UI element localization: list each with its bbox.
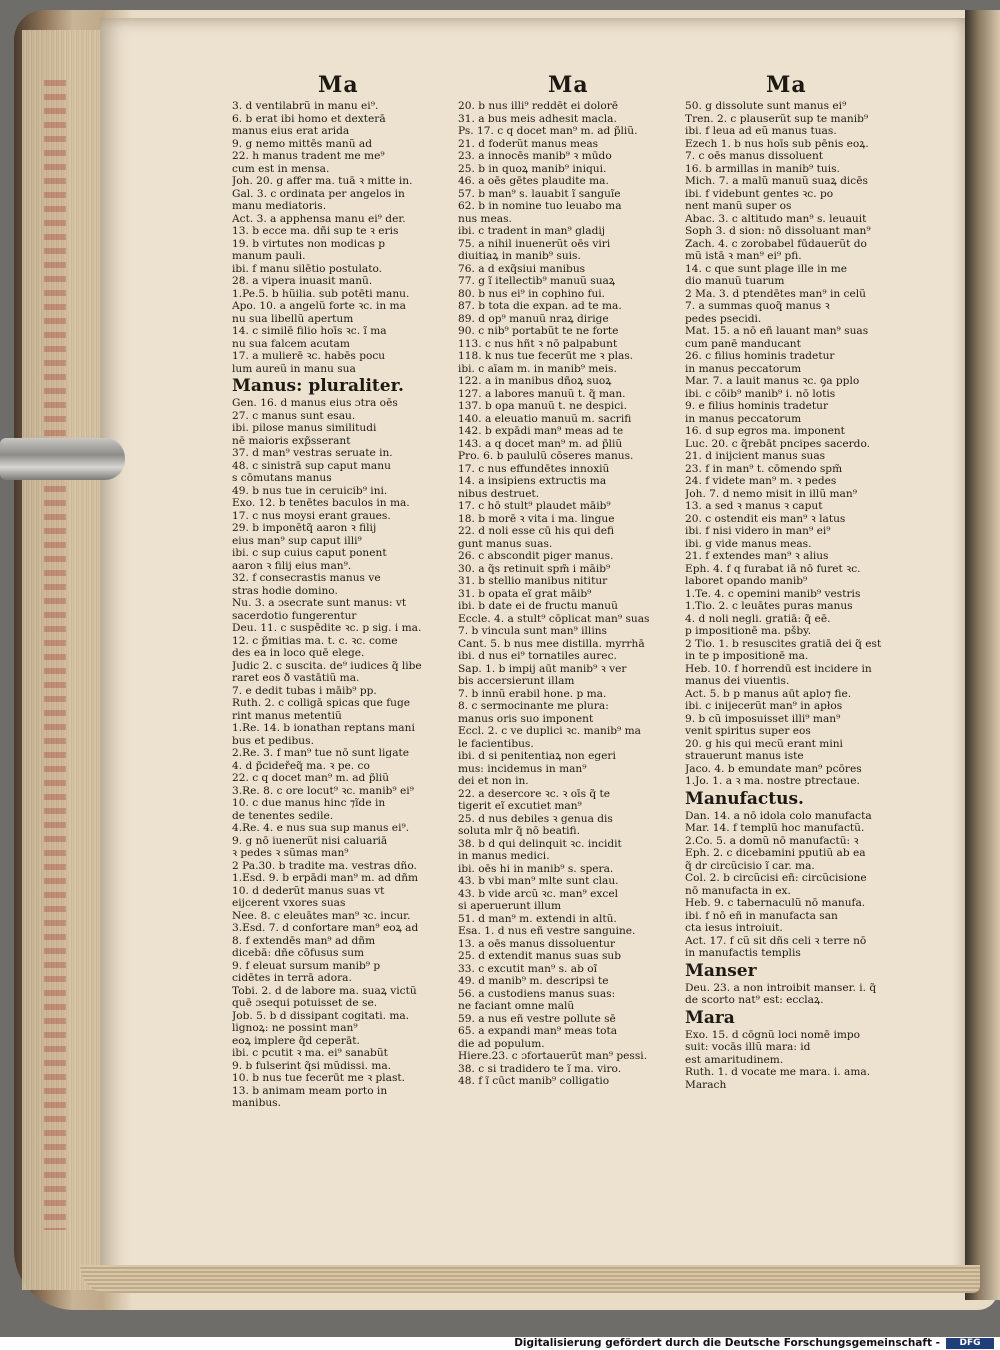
concordance-line: 24. f videte man⁹ m. ꝛ pedes [685, 475, 837, 487]
concordance-line: 1.Pe.5. b hũilia. sub potēti manu. [232, 287, 410, 300]
digitization-footer [0, 1337, 1000, 1350]
concordance-line: 33. c excutit man⁹ s. ab oĩ [458, 962, 597, 975]
concordance-line: mus: incidemus in man⁹ [458, 762, 587, 775]
concordance-line: 48. c sinistrā sup caput manu [232, 459, 391, 472]
concordance-line: nē maioris exp̃sserant [232, 434, 351, 447]
concordance-line: 57. b man⁹ s. lauabit ĩ sanguĩe [458, 187, 621, 200]
running-head-left: Ma [318, 72, 359, 98]
concordance-line: 65. a expandi man⁹ meas tota [458, 1025, 618, 1037]
concordance-line: manibus. [232, 1097, 281, 1109]
concordance-line: 75. a nihil inuenerũt oēs viri [458, 237, 611, 250]
concordance-line: 16. d sup egros ma. imponent [685, 425, 845, 437]
concordance-line: 113. c nus hñt ꝛ nō palpabunt [458, 337, 618, 350]
concordance-line: 22. c q docet man⁹ m. ad p̃liũ [232, 772, 390, 784]
running-head-right: Ma [766, 72, 807, 98]
concordance-line: suit: vocās illũ mara: id [685, 1041, 811, 1053]
concordance-line: Eccle. 4. a stult⁹ cōplicat man⁹ suas [458, 612, 650, 625]
concordance-line: 7. a summas quoq̃ manus ꝛ [685, 300, 830, 312]
concordance-line: ibi. c tradent̃ in man⁹ gladij [458, 225, 606, 237]
concordance-line: 26. c abscondit piger manus. [458, 550, 614, 562]
concordance-line: Pro. 6. b paululũ cōseres manus. [458, 450, 634, 462]
concordance-line: Exo. 15. d cōgnũ loci nomē impo [685, 1028, 861, 1041]
concordance-line: 17. c nus moysi erant graues. [232, 509, 391, 522]
concordance-line: Eph. 4. f q furabat̃ iā nō furet̃ ꝛc. [685, 562, 861, 575]
concordance-line: 48. f ĩ cūct̃ manib⁹ colligatio [458, 1075, 610, 1087]
concordance-line: 10. c due manus hinc ⁊ĩde in [232, 797, 386, 809]
concordance-line: dicebā: dñe cōfusus sum [232, 947, 365, 959]
concordance-line: 3.Esd. 7. d confortare man⁹ eoꝝ ad [232, 922, 419, 934]
concordance-line: Hiere.23. c ɔfortauerũt man⁹ pessi. [458, 1050, 648, 1062]
concordance-line: soluta mlr q̃ nō beatifi. [458, 825, 580, 837]
concordance-line: 37. d man⁹ vestras seruate in. [232, 447, 393, 459]
concordance-line: ibi. f leua ad eũ manus tuas. [685, 125, 837, 137]
footer-credit: Digitalisierung gefördert durch die Deutsche Forschungsgemeinschaft - [514, 1337, 940, 1349]
concordance-line: 9. g nemo mittēs manũ ad [232, 137, 372, 150]
concordance-line: aaron ꝛ filij eius man⁹. [232, 559, 352, 572]
section-heading: Mara [685, 1007, 735, 1028]
concordance-line: quē ɔsequi potuisset de se. [232, 997, 378, 1009]
concordance-line: 46. a oēs gētes plaudite ma. [458, 175, 609, 187]
concordance-line: 2.Re. 3. f man⁹ tue nō sunt ligate [232, 747, 410, 759]
concordance-line: 20. c ostendit eis man⁹ ꝛ latus [685, 512, 846, 525]
concordance-line: ibi. oēs hi in manib⁹ s. spera. [458, 862, 614, 875]
concordance-line: 17. a mulierē ꝛc. habēs pocu [232, 350, 386, 362]
concordance-line: Job. 5. b d dissipant cogitati. ma. [232, 1009, 410, 1022]
concordance-line: ibi. c cōib⁹ manib⁹ i. nō lotis [685, 387, 836, 400]
concordance-line: 7. b innũ erabil̃ hone. p ma. [458, 687, 607, 700]
concordance-line: Tren. 2. c plauserũt sup te manib⁹ [685, 112, 869, 125]
concordance-line: Eccl. 2. c ve duplici ꝛc. manib⁹ ma [458, 725, 641, 737]
concordance-line: stras hodie domino. [232, 584, 338, 597]
concordance-line: ꝛ pedes ꝛ sũmas man⁹ [232, 847, 349, 859]
concordance-line: 13. a sed ꝛ manus ꝛ caput [685, 500, 823, 512]
concordance-line: Mar. 14. f templũ hoc manufactũ. [685, 822, 865, 834]
concordance-line: 20. b nus illi⁹ reddēt ei dolorē [458, 100, 619, 112]
concordance-line: Nee. 8. c eleuātes man⁹ ꝛc. incur. [232, 909, 411, 922]
concordance-line: Luc. 20. c q̃rebāt pncipes sacerdo. [685, 437, 871, 450]
concordance-line: Mich. 7. a malũ manuũ suaꝝ dicēs [685, 175, 868, 187]
concordance-line: 13. b ecce ma. dñi sup te ꝛ eris [232, 225, 399, 237]
concordance-line: 23. a innocēs manib⁹ ꝛ mūdo [458, 150, 612, 162]
concordance-line: 127. a labores manuũ t. q̃ man. [458, 387, 626, 400]
concordance-line: 1.Re. 14. b ionathan reptans mani [232, 722, 415, 734]
concordance-line: 43. b vbi man⁹ mlte sunt clau. [458, 875, 619, 887]
concordance-line: 18. b morē ꝛ vita i ma. lingue [458, 512, 615, 525]
concordance-line: 19. b virtutes non modicas p [232, 237, 386, 250]
concordance-line: sacerdotio fungerentur [232, 609, 357, 622]
concordance-line: venit spiritus super eos [685, 725, 811, 737]
concordance-line: eoꝝ implere q̃d ceperāt. [232, 1034, 360, 1047]
concordance-line: des ea in loco quē elege. [232, 647, 365, 659]
concordance-line: Ruth. 1. d vocate me mara. i. ama. [685, 1066, 871, 1078]
concordance-line: ibi. f manu silētio postulato. [232, 262, 383, 275]
concordance-line: 21. d foderũt manus meas [458, 137, 599, 150]
concordance-line: raret eos ð vastātiũ ma. [232, 672, 360, 684]
concordance-line: 137. b opa manuũ t. ne despici. [458, 400, 627, 412]
concordance-line: Gen. 16. d manus eius ɔtra oēs [232, 397, 398, 409]
concordance-line: Judic 2. c suscita. de⁹ iudices q̃ libe [232, 659, 422, 672]
concordance-line: p impositionē ma. pšby. [685, 625, 812, 637]
concordance-line: le facientibus. [458, 737, 534, 750]
concordance-line: dio manuũ tuarum [685, 275, 785, 287]
concordance-line: 2 Pa.30. b tradite ma. vestras dño. [232, 859, 417, 872]
concordance-line: de tenentes sedile. [232, 809, 334, 822]
concordance-line: 3.Re. 8. c ore locut⁹ ꝛc. manib⁹ ei⁹ [232, 784, 414, 797]
concordance-line: 25. b in quoꝝ manib⁹ iniqui. [458, 162, 607, 175]
concordance-line: 8. f extendēs man⁹ ad dñm [232, 934, 376, 947]
concordance-line: bus et pedibus. [232, 734, 314, 747]
concordance-line: 7. b vincula sunt man⁹ illins [458, 625, 607, 637]
concordance-line: de scorto nat⁹ est: ecclaꝝ. [685, 994, 824, 1006]
concordance-line: 1.Esd. 9. b erpādi man⁹ m. ad dñm [232, 872, 419, 884]
concordance-line: Ps. 17. c q docet man⁹ m. ad p̃liũ. [458, 125, 638, 137]
concordance-line: 56. a custodiens manus suas: [458, 987, 616, 1000]
concordance-line: ibi. f nisi videro in man⁹ ei⁹ [685, 525, 831, 537]
concordance-line: Deu. 23. a non introibit manser. i. q̃ [685, 981, 877, 994]
clasp-strap [0, 438, 125, 480]
concordance-line: Sap. 1. b impij aūt manib⁹ ꝛ ver [458, 662, 627, 675]
concordance-line: Zach. 4. c zorobabel fūdauerũt do [685, 237, 867, 250]
concordance-line: 1.Tio. 2. c leuātes puras manus [685, 600, 853, 612]
concordance-line: 143. a q docet man⁹ m. ad p̃liũ [458, 437, 623, 450]
concordance-line: tigerit eĩ excutiet man⁹ [458, 800, 582, 812]
concordance-line: laboret opando manib⁹ [685, 575, 808, 587]
concordance-line: Joh. 20. g affer ma. tuā ꝛ mitte in. [232, 175, 413, 187]
concordance-line: 13. b animam meam porto in [232, 1084, 388, 1097]
concordance-line: 28. a vipera inuasit manũ. [232, 275, 373, 287]
concordance-line: dei et non in. [458, 775, 529, 787]
concordance-line: Marach [685, 1078, 727, 1091]
concordance-line: 87. b tota die expan. ad te ma. [458, 300, 622, 312]
concordance-line: 51. d man⁹ m. extendi in altũ. [458, 912, 617, 925]
concordance-line: 7. c oēs manus dissoluent̃ [685, 150, 824, 162]
concordance-line: 25. d extendit manus suas sub [458, 950, 621, 962]
concordance-line: Tobi. 2. d de labore ma. suaꝝ victũ [232, 984, 417, 997]
concordance-line: ibi. g vide manus meas. [685, 537, 812, 550]
concordance-line: die ad populum. [458, 1037, 545, 1050]
concordance-line: 21. f extendes man⁹ ꝛ alius [685, 550, 829, 562]
concordance-line: Esa. 1. d nus eñ vestre sanguine. [458, 925, 636, 937]
concordance-line: Act. 3. a apphensa manu ei⁹ der. [232, 212, 406, 225]
concordance-line: Cant. 5. b nus mee distilla. myrrhā [458, 637, 645, 650]
concordance-line: ne faciant omne malũ [458, 1000, 575, 1012]
concordance-line: pedes psecidi. [685, 312, 762, 325]
concordance-line: lum aureũ in manu sua [232, 362, 356, 375]
text-column-center [458, 100, 670, 1088]
concordance-line: 4. d noli negli. gratiā: q̃ eē. [685, 612, 831, 625]
concordance-line: diuitiaꝝ in manib⁹ suis. [458, 250, 581, 262]
concordance-line: Ezech 1. b nus hoīs sub pēnis eoꝝ. [685, 137, 869, 150]
concordance-line: 2.Co. 5. a domũ nō manufactũ: ꝛ [685, 834, 859, 847]
concordance-line: 25. d nus debiles ꝛ genua dis [458, 812, 613, 825]
concordance-line: 29. b imponētq̃ aaron ꝛ filij [232, 522, 377, 534]
concordance-line: 142. b expādi man⁹ meas ad te [458, 425, 624, 437]
concordance-line: eius man⁹ sup caput illi⁹ [232, 534, 362, 547]
concordance-line: q̃ d̃r circũcisio ĩ car. ma. [685, 859, 815, 872]
concordance-line: nibus destruet. [458, 487, 540, 500]
concordance-line: 122. a in manibus dñoꝝ suoꝝ [458, 375, 612, 387]
concordance-line: 1.Te. 4. c opemini manib⁹ vestris [685, 587, 861, 600]
concordance-line: 30. a q̃s retinuit spm̃ i māib⁹ [458, 562, 611, 575]
concordance-line: 59. a nus eñ vestre pollute sē [458, 1012, 616, 1025]
concordance-line: 10. d dederũt manus suas vt [232, 884, 385, 897]
concordance-line: 4.Re. 4. e nus sua sup manus ei⁹. [232, 822, 410, 834]
concordance-line: Act. 5. b p manus aūt aplo⁊ fie. [685, 687, 852, 700]
concordance-line: bis accersierunt illam [458, 675, 575, 687]
concordance-line: in manus peccatorum [685, 362, 802, 375]
concordance-line: s cōmutans manus [232, 472, 332, 484]
concordance-line: 22. h manus tradent̃ me me⁹ [232, 150, 385, 162]
concordance-line: cum est in mensa. [232, 162, 330, 175]
concordance-line: 21. d inijcient manus suas [685, 450, 826, 462]
concordance-line: 13. a oēs manus dissoluentur [458, 937, 616, 950]
concordance-line: 14. a insipiens extructis ma [458, 475, 607, 487]
concordance-line: Eph. 2. c dicebamini pputiũ ab ea [685, 847, 866, 859]
running-head-center: Ma [548, 72, 589, 98]
concordance-line: Col. 2. b circũcisi eñ: circũcisione [685, 872, 867, 884]
red-edge-stain [44, 80, 66, 1230]
concordance-line: 2 Ma. 3. d ptendētes man⁹ in celũ [685, 287, 866, 300]
concordance-line: in te p impositionē ma. [685, 650, 809, 662]
concordance-line: nu sua libellũ apertum [232, 312, 354, 325]
concordance-line: 140. a eleuatio manuũ m. sacrifi [458, 412, 632, 425]
concordance-line: 9. b fulserint q̃si mũdissi. ma. [232, 1059, 392, 1072]
concordance-line: Jaco. 4. b emundate man⁹ pcōres [685, 762, 862, 775]
section-heading: Manser [685, 960, 757, 981]
concordance-line: lignoꝝ: ne possint man⁹ [232, 1022, 358, 1034]
concordance-line: 7. e dedit tubas i māib⁹ pp. [232, 684, 377, 697]
concordance-line: Heb. 9. c tabernaculũ nō manufa. [685, 897, 866, 909]
concordance-line: ibi. c inijecerũt man⁹ in apłos [685, 700, 843, 712]
dfg-logo: DFG [946, 1338, 994, 1349]
concordance-line: 12. c p̃mitias ma. t. c. ꝛc. come [232, 634, 398, 647]
concordance-line: ibi. pilose manus similitudi [232, 422, 377, 434]
concordance-line: Deu. 11. c suspēdite ꝛc. p sig. i ma. [232, 622, 422, 634]
concordance-line: manus dei viuentis. [685, 675, 790, 687]
section-heading: Manus: pluraliter. [232, 376, 404, 396]
concordance-line: nus meas. [458, 212, 512, 225]
concordance-line: 49. b nus tue in ceruicib⁹ ini. [232, 484, 388, 497]
concordance-line: rint manus metentiũ [232, 709, 342, 722]
concordance-line: Dan. 14. a nō idola colo manufacta [685, 809, 872, 822]
concordance-line: 20. g his qui mecũ erant mini [685, 737, 843, 750]
concordance-line: 76. a d exq̃siui manibus [458, 262, 586, 275]
concordance-line: 80. b nus ei⁹ in cophino fui. [458, 287, 606, 300]
concordance-line: est amaritudinem. [685, 1053, 784, 1066]
concordance-line: 43. b vide arcũ ꝛc. man⁹ excel [458, 887, 618, 900]
concordance-line: manum pauli. [232, 250, 306, 262]
concordance-line: 49. d manib⁹ m. descripsi te [458, 975, 609, 987]
concordance-line: ibi. c pcutit ꝛ ma. ei⁹ sanabũt [232, 1047, 388, 1059]
concordance-line: 14. c que sunt plage ille in me [685, 262, 848, 275]
concordance-line: ibi. f nō eñ in manufacta san [685, 909, 838, 922]
concordance-line: ibi. f videbunt gentes ꝛc. po [685, 187, 834, 200]
concordance-line: ibi. d si penitentiaꝝ non egeri [458, 750, 616, 762]
concordance-line: cidētes in terrā adora. [232, 972, 352, 984]
concordance-line: 17. c nus effundētes innoxiũ [458, 462, 610, 475]
concordance-line: 89. d op⁹ manuũ nraꝝ dirige [458, 312, 609, 325]
facing-page-gutter [965, 10, 1000, 1300]
concordance-line: 27. c manus sunt esau. [232, 409, 356, 422]
concordance-line: Gal. 3. c ordinata per angelos in [232, 187, 405, 200]
concordance-line: eijcerent vxores suas [232, 897, 346, 909]
concordance-line: 23. f in man⁹ t. cōmendo spm̃ [685, 462, 843, 475]
concordance-line: 31. b opata eĩ grat̃ māib⁹ [458, 587, 592, 600]
concordance-line: ibi. c aīam m. in manib⁹ meis. [458, 362, 617, 375]
concordance-line: in manus peccatorum [685, 412, 802, 425]
concordance-line: nent manũ super os [685, 200, 792, 212]
concordance-line: 4. d p̃cideřeq̃ ma. ꝛ pe. co [232, 759, 370, 772]
concordance-line: 10. b nus tue fecerūt me ꝛ plast. [232, 1072, 406, 1084]
concordance-line: 8. c sermocinante me plura: [458, 700, 609, 712]
concordance-line: 77. g ĩ itellectib⁹ manuũ suaꝝ [458, 275, 615, 287]
concordance-line: in manus medici. [458, 850, 550, 862]
concordance-line: 90. c nib⁹ portabũt te ne forte [458, 325, 619, 337]
text-column-right [685, 100, 900, 1091]
concordance-line: 1.Jo. 1. a ꝛ ma. nostre ptrectaue. [685, 775, 860, 787]
concordance-line: Heb. 10. f horrendū est incidere in [685, 662, 872, 675]
concordance-line: 62. b in nomine tuo leuabo ma [458, 200, 622, 212]
concordance-line: Nu. 3. a ɔsecrate sunt manus: vt [232, 597, 407, 609]
concordance-line: ibi. c sup cuius caput ponent [232, 547, 387, 559]
concordance-line: Apo. 10. a angelũ forte ꝛc. in ma [232, 300, 406, 312]
concordance-line: manu mediatoris. [232, 200, 327, 212]
concordance-line: Joh. 7. d nemo misit in illũ man⁹ [685, 487, 857, 500]
concordance-line: ibi. d nus ei⁹ tornatiles aurec. [458, 650, 617, 662]
concordance-line: 32. f consecrastis manus ve [232, 572, 381, 584]
concordance-line: Ruth. 2. c colligā spicas que fuge [232, 697, 411, 709]
concordance-line: 9. g nō iuenerũt nisi caluariā [232, 834, 388, 847]
concordance-line: 17. c hō stult⁹ plaudet māib⁹ [458, 500, 611, 512]
concordance-line: 9. b cũ imposuisset illi⁹ man⁹ [685, 712, 841, 725]
concordance-line: 118. k nus tue fecerūt me ꝛ plas. [458, 350, 634, 362]
section-heading: Manufactus. [685, 788, 804, 809]
concordance-line: 16. b armillas in manib⁹ tuis. [685, 162, 840, 175]
concordance-line: 31. a bus meis adhesit macla. [458, 112, 617, 125]
concordance-line: manus oris suo imponent [458, 712, 594, 725]
page-bottom-edge [80, 1265, 980, 1293]
concordance-line: Mat. 15. a nō eñ lauant man⁹ suas [685, 325, 869, 337]
concordance-line: 38. b d qui delinquit ꝛc. incidit [458, 837, 622, 850]
concordance-line: mũ istā ꝛ man⁹ ei⁹ pfi. [685, 250, 802, 262]
concordance-line: Mar. 7. a lauit manus ꝛc. ꝯa pplo [685, 375, 860, 387]
concordance-line: si aperuerunt illum [458, 900, 562, 912]
concordance-line: manus eius erat arida [232, 125, 350, 137]
text-column-left [232, 100, 454, 1110]
concordance-line: Act. 17. f cũ sit dñs celi ꝛ terre nō [685, 934, 867, 947]
concordance-line: nu sua falcem acutam [232, 337, 350, 350]
concordance-line: Exo. 12. b tenētes baculos in ma. [232, 497, 410, 509]
concordance-line: ibi. b date ei de fructu manuũ [458, 600, 618, 612]
concordance-line: strauerunt manus iste [685, 750, 804, 762]
concordance-line: 3. d ventilabrũ in manu ei⁹. [232, 100, 379, 112]
concordance-line: 9. f eleuat̃ sursum manib⁹ p [232, 959, 381, 972]
concordance-line: nō manufacta in ex. [685, 884, 791, 897]
concordance-line: 26. c filius hominis tradetur [685, 350, 835, 362]
concordance-line: 6. b erat ibi homo et dexterā [232, 112, 386, 125]
concordance-line: Soph 3. d sion: nō dissoluant man⁹ [685, 225, 871, 237]
concordance-line: cum panē manducant [685, 337, 801, 350]
concordance-line: gunt manus suas. [458, 537, 553, 550]
concordance-line: 22. d noli esse cū his qui defi [458, 525, 615, 537]
concordance-line: 50. g dissolute sunt manus ei⁹ [685, 100, 847, 112]
concordance-line: 31. b stellio manibus nititur [458, 575, 608, 587]
concordance-line: 9. e filius hominis tradetur [685, 400, 829, 412]
concordance-line: 2 Tio. 1. b resuscites gratiā dei q̃ est [685, 637, 882, 650]
concordance-line: 14. c similē filio hoīs ꝛc. ĩ ma [232, 325, 387, 337]
concordance-line: 22. a desercore ꝛc. ꝛ oīs q̃ te [458, 787, 611, 800]
concordance-line: cta iesus introiuit. [685, 922, 783, 934]
concordance-line: in manufactis templis [685, 947, 801, 959]
concordance-line: 38. c si tradidero te ĩ ma. viro. [458, 1062, 622, 1075]
concordance-line: Abac. 3. c altitudo man⁹ s. leuauit [685, 212, 867, 225]
